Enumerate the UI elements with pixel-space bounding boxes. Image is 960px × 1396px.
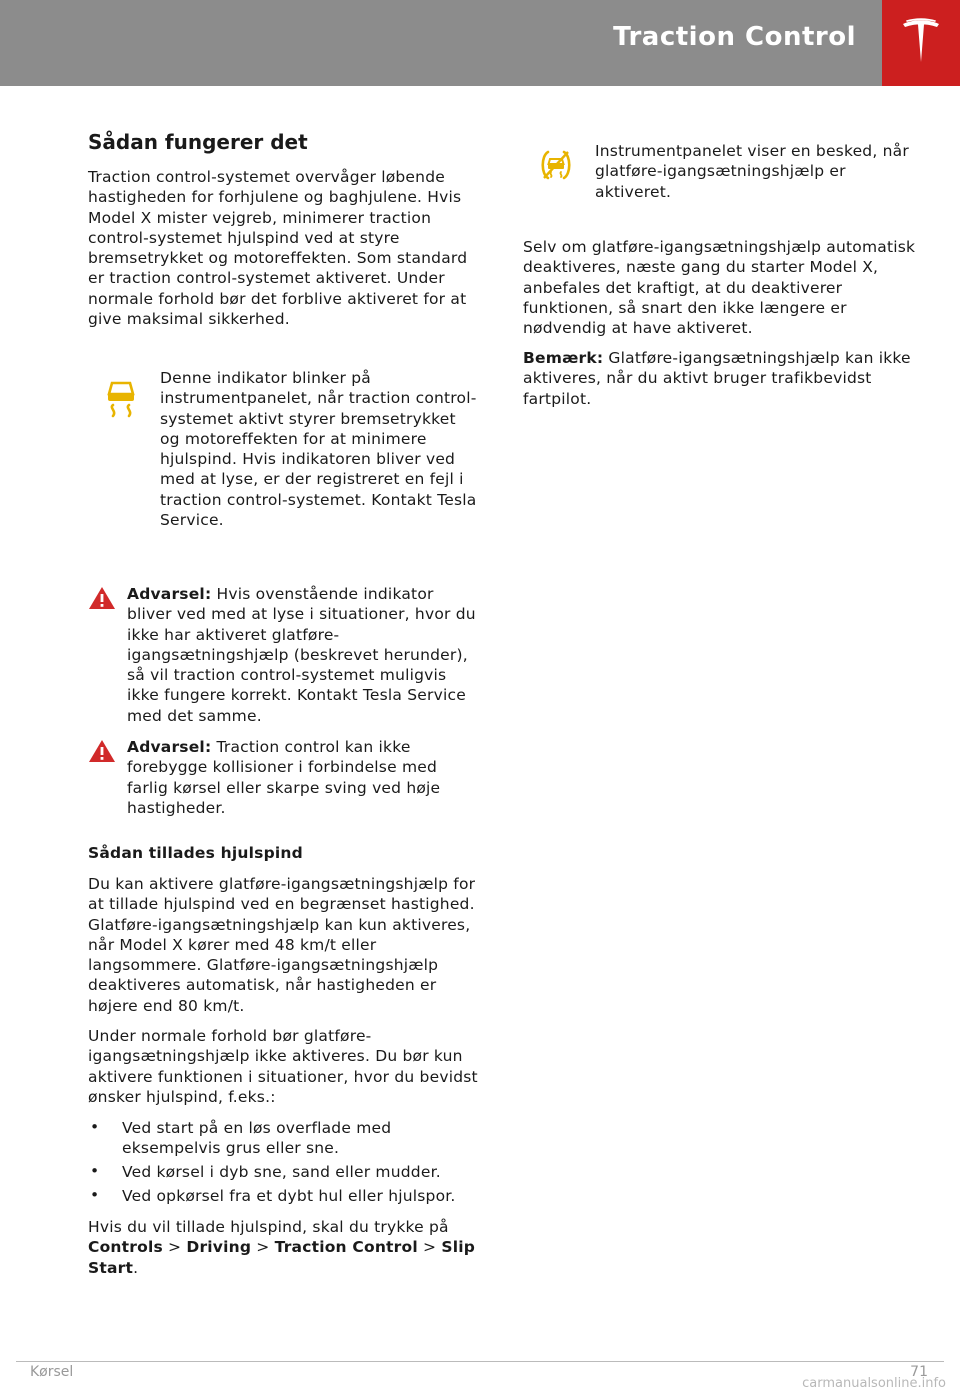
warning-label: Advarsel: (127, 738, 212, 756)
menu-path-controls: Controls (88, 1238, 163, 1257)
warning-text: Traction control kan ikke forebygge kollisioner i forbindelse med farlig kørsel eller skarpe sving ved høje hastigheder. (127, 738, 441, 817)
footer-section: Kørsel (30, 1364, 74, 1380)
list-item: Ved kørsel i dyb sne, sand eller mudder. (122, 1163, 441, 1181)
page-number: 71 (910, 1364, 928, 1380)
watermark: carmanualsonline.info (802, 1376, 946, 1391)
warning-label: Advarsel: (127, 585, 212, 603)
warning-triangle-icon (88, 586, 116, 610)
note-text: Glatføre-igangsætningshjælp kan ikke aktiveres, når du aktivt bruger trafikbevidst fartpilot. (523, 349, 911, 408)
menu-path-driving: Driving (186, 1238, 252, 1257)
indicator-description: Denne indikator blinker på instrumentpanelet, når traction control-systemet aktivt styrer bremsetrykket og motoreffekten for at minimere hjulspind. Hvis indikatoren bliver ved med at lyse, er der registreret en fejl i traction control-systemet. Kontakt Tesla Service. (160, 369, 477, 530)
deactivate-paragraph: Selv om glatføre-igangsætningshjælp automatisk deaktiveres, næste gang du starter Model X, anbefales det kraftigt, at du deaktiverer funktionen, så snart den ikke længere er nødvendig at have aktiveret. (523, 238, 916, 338)
footer-divider (16, 1361, 944, 1362)
menu-path-traction-control: Traction Control (274, 1238, 418, 1257)
indicator-description: Instrumentpanelet viser en besked, når glatføre-igangsætningshjælp er aktiveret. (595, 142, 909, 201)
page-header (0, 0, 960, 86)
tesla-logo (882, 0, 960, 86)
menu-path-slip-start: Slip Start (88, 1238, 476, 1277)
bullet-dot: • (90, 1118, 100, 1136)
slip-paragraph-1: Du kan aktivere glatføre-igangsætningshjælp for at tillade hjulspind ved en begrænset hastighed. Glatføre-igangsætningshjælp kan kun aktiveres, når Model X kører med 48 km/t eller langsommere. Glatføre-igangsætningshjælp deaktiveres automatisk, når hastigheden er højere end 80 km/t. (88, 875, 476, 1015)
subheading: Sådan tillades hjulspind (88, 844, 303, 862)
note-label: Bemærk: (523, 349, 604, 367)
slip-start-icon (538, 148, 574, 182)
section-heading: Sådan fungerer det (88, 130, 308, 154)
slip-paragraph-2: Under normale forhold bør glatføre-igangsætningshjælp ikke aktiveres. Du bør kun aktivere funktionen i situationer, hvor du bevidst ønsker hjulspind, f.eks.: (88, 1027, 478, 1106)
list-item: Ved start på en løs overflade med eksempelvis grus eller sne. (122, 1119, 392, 1158)
slip-instruction: Hvis du vil tillade hjulspind, skal du trykke på Controls > Driving > Traction Control > Slip Start. (88, 1218, 476, 1277)
warning-triangle-icon (88, 739, 116, 763)
intro-paragraph: Traction control-systemet overvåger løbende hastigheden for forhjulene og baghjulene. Hvis Model X mister vejgreb, minimerer traction control-systemet hjulspind ved at styre bremsetrykket og motoreffekten. Som standard er traction control-systemet aktiveret. Under normale forhold bør det forblive aktiveret for at give maksimal sikkerhed. (88, 168, 468, 329)
tesla-logo-icon (901, 18, 941, 64)
bullet-dot: • (90, 1162, 100, 1180)
warning-text: Hvis ovenstående indikator bliver ved med at lyse i situationer, hvor du ikke har aktiveret glatføre-igangsætningshjælp (beskrevet herunder), så vil traction control-systemet muligvis ikke fungere korrekt. Kontakt Tesla Service med det samme. (127, 585, 476, 725)
traction-control-icon (104, 380, 138, 418)
bullet-dot: • (90, 1186, 100, 1204)
note-paragraph (523, 348, 918, 409)
page-title: Traction Control (613, 22, 856, 52)
list-item: Ved opkørsel fra et dybt hul eller hjulspor. (122, 1187, 456, 1205)
